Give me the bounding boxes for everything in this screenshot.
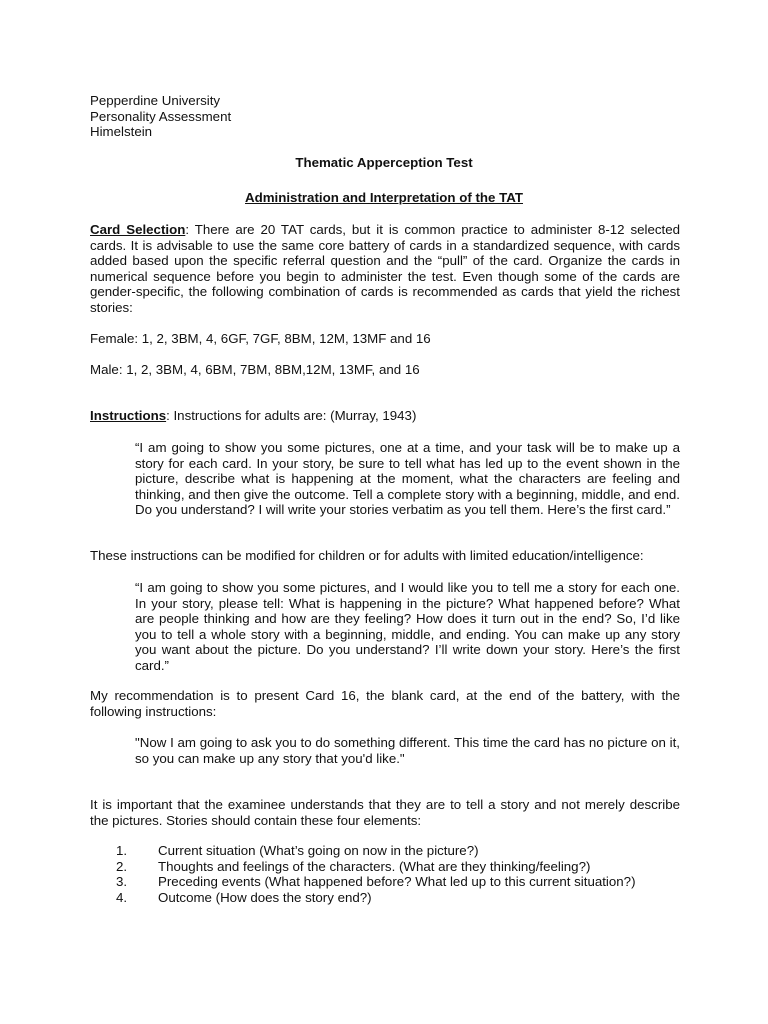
card-selection-text: : There are 20 TAT cards, but it is common practice to administer 8-12 selected cards. It is advisable to use the same core battery of cards in a standardized sequence, with cards added based upon the specific referral question and the “pull” of the card. Organize the cards in numerical sequence before you begin to administer the test. Even though some of the cards are gender-specific, the following combination of cards is recommended as cards that yield the richest stories: (90, 222, 680, 315)
instructions-text: : Instructions for adults are: (Murray, 1943) (166, 408, 417, 423)
blank-card-quote: "Now I am going to ask you to do something different. This time the card has no picture on it, so you can make up any story that you'd like." (135, 735, 680, 766)
story-elements-list (90, 843, 690, 905)
list-item-text: Current situation (What’s going on now in the picture?) (158, 843, 479, 858)
card-selection-heading: Card Selection (90, 222, 186, 237)
header-author: Himelstein (90, 124, 153, 139)
card-selection-paragraph (90, 222, 680, 315)
list-item-number: 3. (116, 874, 128, 889)
list-item (90, 890, 690, 906)
instructions-paragraph (90, 408, 680, 424)
list-item-text: Outcome (How does the story end?) (158, 889, 372, 905)
list-item (90, 874, 690, 890)
list-item-number: 2. (116, 858, 128, 874)
list-item-number: 4. (116, 889, 128, 905)
female-cards-line: Female: 1, 2, 3BM, 4, 6GF, 7GF, 8BM, 12M, 13MF and 16 (90, 331, 431, 346)
child-instructions-quote: “I am going to show you some pictures, and I would like you to tell me a story for each one. In your story, please tell: What is happening in the picture? What happened before? What are people thinking and how are they feeling? How does it turn out in the end? So, I’d like you to tell a whole story with a beginning, middle, and ending. You can make up any story you want about the picture. Do you understand? I’ll write down your story. Here’s the first card.” (135, 580, 680, 673)
instructions-heading: Instructions (90, 408, 167, 423)
document-title: Thematic Apperception Test (295, 155, 473, 170)
document-header (90, 93, 390, 140)
recommendation-paragraph: My recommendation is to present Card 16, the blank card, at the end of the battery, with the following instructions: (90, 688, 680, 719)
list-item (90, 843, 690, 859)
header-university: Pepperdine University (90, 93, 221, 108)
male-cards-line: Male: 1, 2, 3BM, 4, 6BM, 7BM, 8BM,12M, 13MF, and 16 (90, 362, 420, 377)
list-item (90, 859, 690, 875)
modified-instructions-intro: These instructions can be modified for children or for adults with limited education/intelligence: (90, 548, 644, 563)
story-elements-intro: It is important that the examinee understands that they are to tell a story and not merely describe the pictures. Stories should contain these four elements: (90, 797, 680, 828)
list-item-text: Preceding events (What happened before? What led up to this current situation?) (158, 874, 636, 889)
list-item-text: Thoughts and feelings of the characters. (What are they thinking/feeling?) (158, 858, 591, 874)
list-item-number: 1. (116, 843, 128, 858)
adult-instructions-quote: “I am going to show you some pictures, one at a time, and your task will be to make up a story for each card. In your story, be sure to tell what has led up to the event shown in the picture, describe what is happening at the moment, what the characters are feeling and thinking, and then give the outcome. Tell a complete story with a beginning, middle, and end. Do you understand? I will write your stories verbatim as you tell them. Here’s the first card.” (135, 440, 680, 517)
document-subtitle: Administration and Interpretation of the TAT (245, 190, 523, 205)
header-course: Personality Assessment (90, 108, 232, 124)
